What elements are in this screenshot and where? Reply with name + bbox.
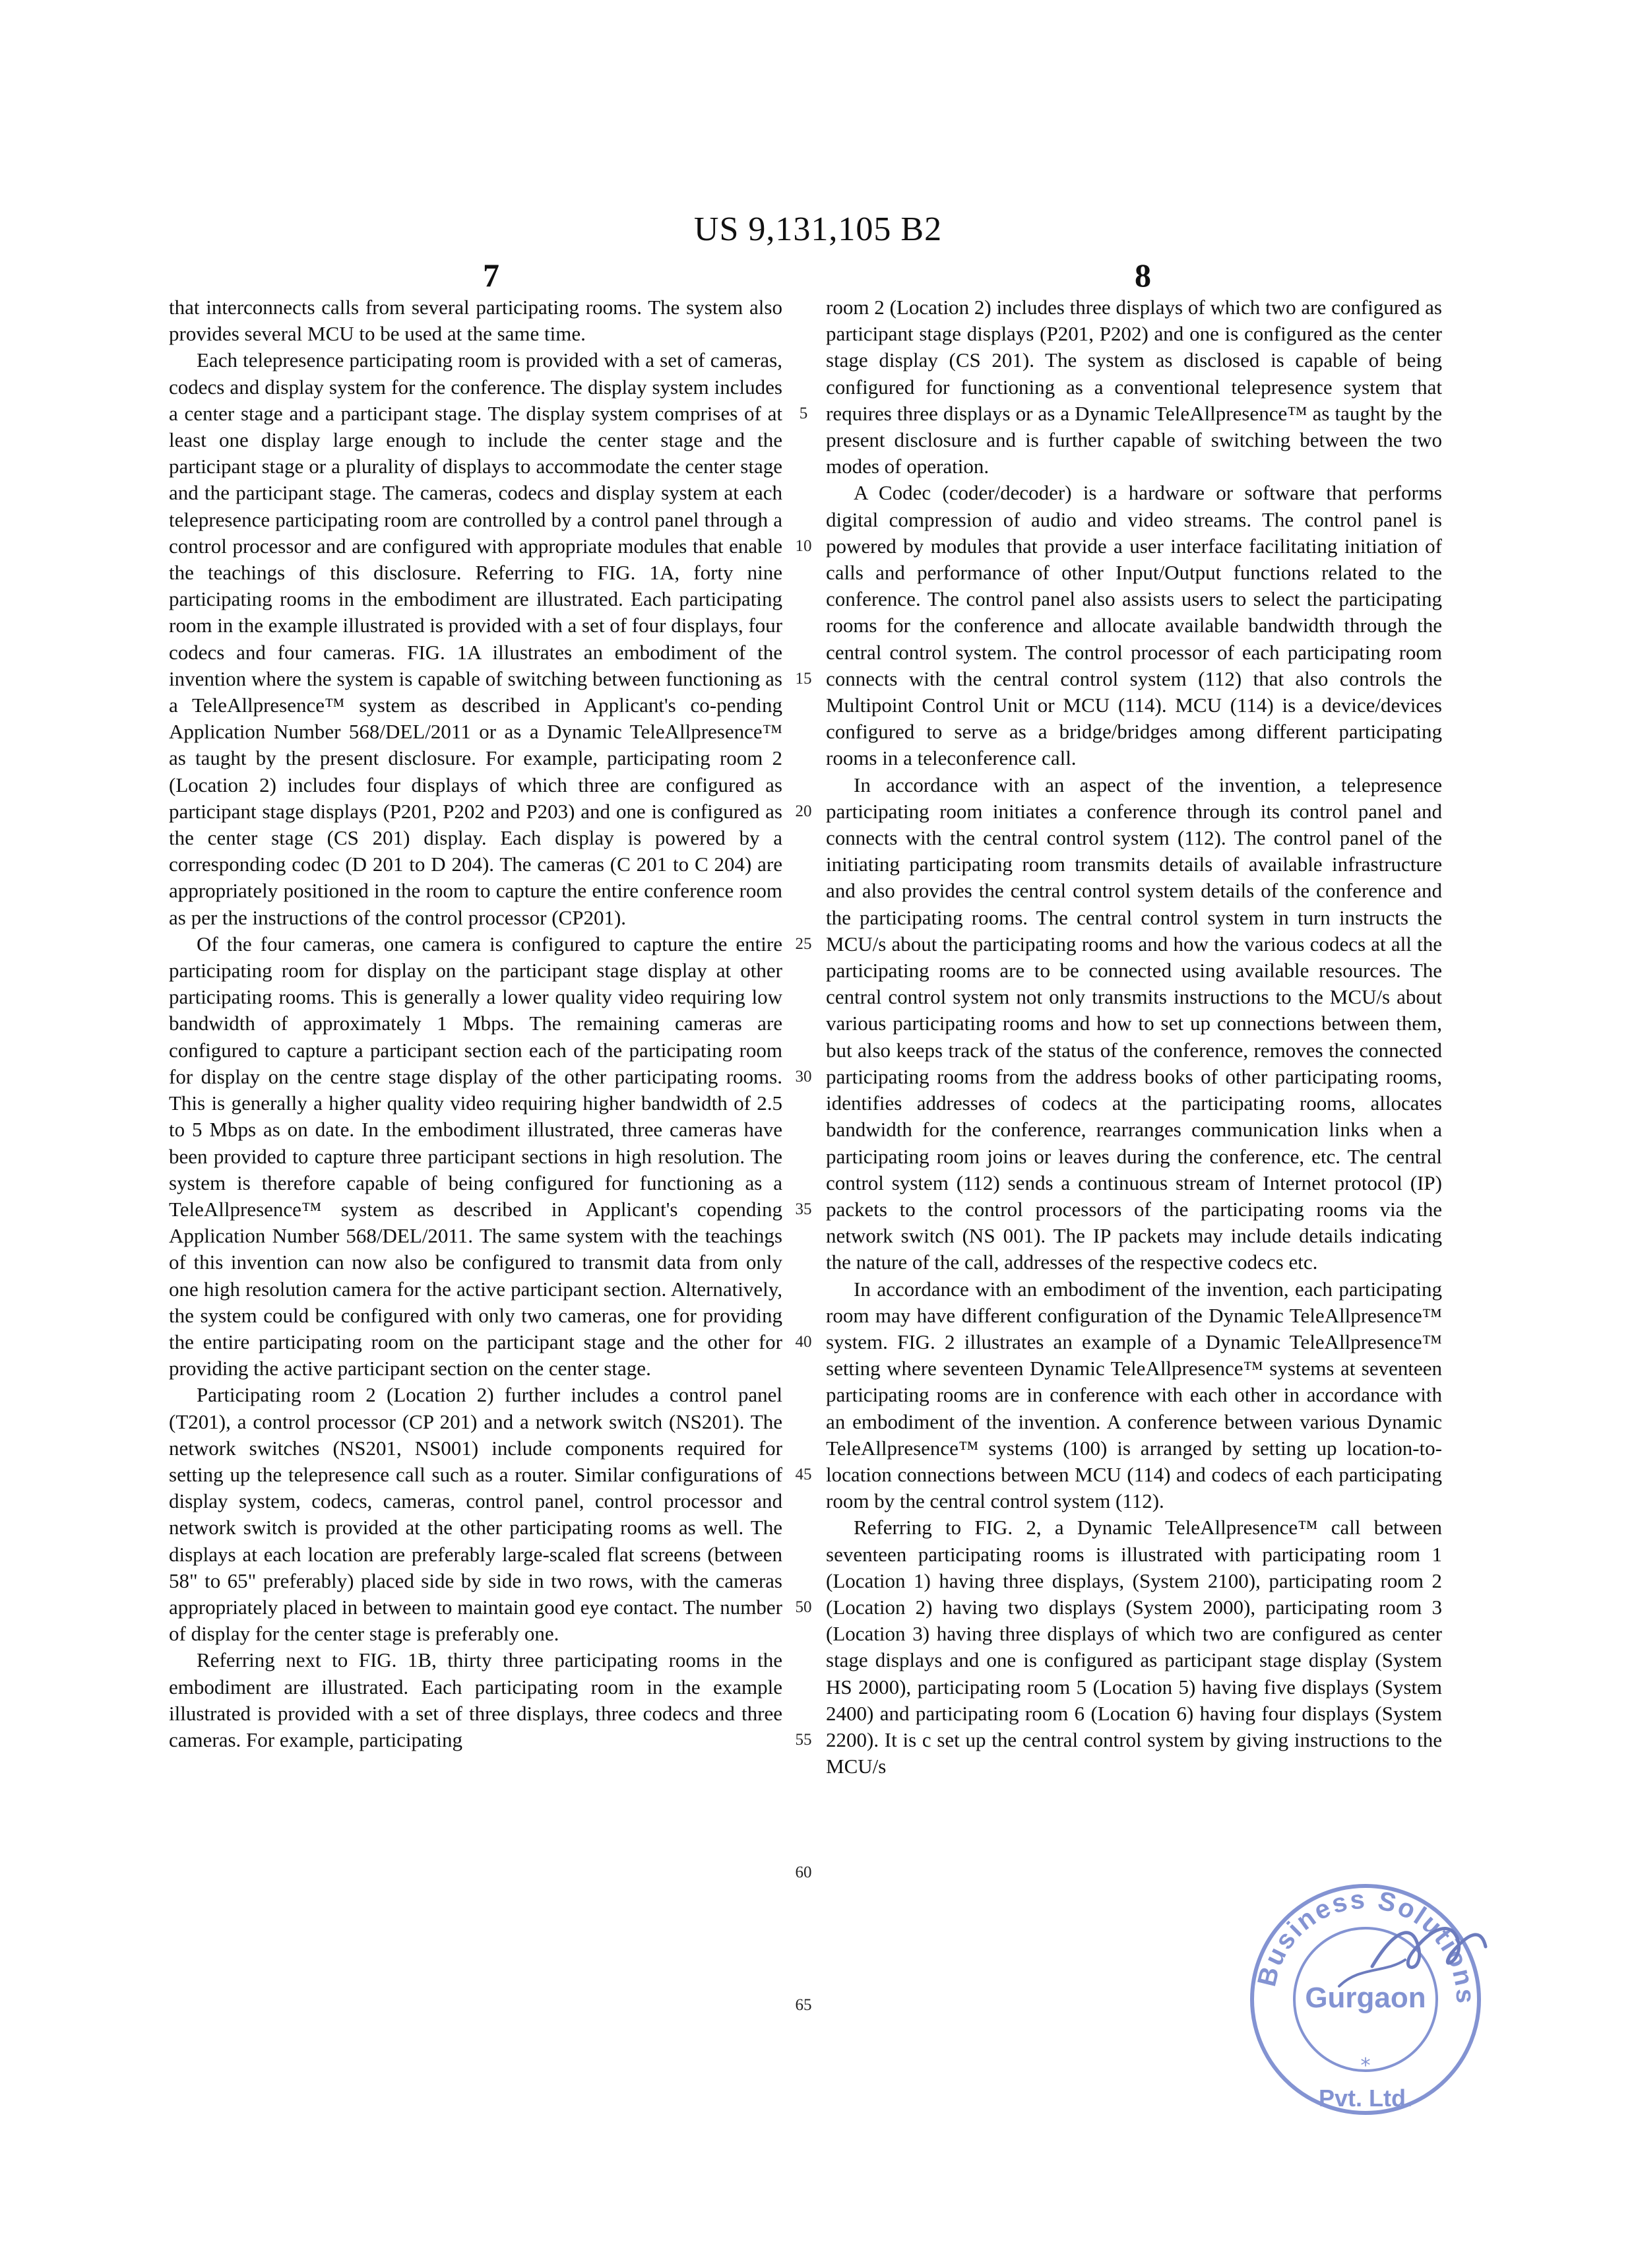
right-column [826, 294, 1442, 1780]
line-number: 10 [795, 536, 812, 555]
page-number-left: 7 [483, 257, 499, 294]
line-number: 20 [795, 802, 812, 820]
line-number: 30 [795, 1067, 812, 1085]
paragraph: In accordance with an embodiment of the invention, each participating room may have different configuration of the Dynamic TeleAllpresence™ system. FIG. 2 illustrates an example of a Dynamic TeleAllpresence™ setting where seventeen Dynamic TeleAllpresence™ systems at seventeen participating rooms are in conference with each other in accordance with an embodiment of the invention. A conference between various Dynamic TeleAllpresence™ systems (100) is arranged by setting up location-to-location connections between MCU (114) and codecs of each participating room by the central control system (112). [826, 1277, 1442, 1513]
line-number: 60 [795, 1863, 812, 1881]
paragraph: A Codec (coder/decoder) is a hardware or software that performs digital compression of audio and video streams. The control panel is powered by modules that provide a user interface facilitating initiation of calls and performance of other Input/Output functions related to the conference. The control panel also assists users to select the participating rooms for the conference and allocate available bandwidth through the central control system. The control processor of each participating room connects with the central control system (112) that also controls the Multipoint Control Unit or MCU (114). MCU (114) is a device/devices configured to serve as a bridge/bridges among different participating rooms in a teleconference call. [826, 481, 1442, 770]
paragraph: Referring to FIG. 2, a Dynamic TeleAllpresence™ call between seventeen participating rooms is illustrated with participating room 1 (Location 1) having three displays, (System 2100), participating room 2 (Location 2) having two displays (System 2000), participating room 3 (Location 3) having three displays of which two are configured as center stage displays and one is configured as participant stage display (System HS 2000), participating room 5 (Location 5) having five displays (System 2400) and participating room 6 (Location 6) having four displays (System 2200). It is c set up the central control system by giving instructions to the MCU/s [826, 1516, 1442, 1778]
line-number: 45 [795, 1465, 812, 1483]
paragraph: In accordance with an aspect of the invention, a telepresence participating room initiates a conference through its control panel and connects with the central control system (112). The control panel of the initiating participating room transmits details of available infrastructure and also provides the central control system details of the conference and the participating rooms. The central control system in turn instructs the MCU/s about the participating rooms and how the various codecs at all the participating rooms are to be connected using available resources. The central control system not only transmits instructions to the MCU/s about various participating rooms and how to set up connections between them, but also keeps track of the status of the conference, removes the connected participating rooms from the address books of other participating rooms, identifies addresses of codecs at the participating rooms, allocates bandwidth for the conference, rearranges communication links when a participating room joins or leaves during the conference, etc. The central control system (112) sends a continuous stream of Internet protocol (IP) packets to the control processors of the participating rooms via the network switch (NS 001). The IP packets may include details indicating the nature of the call, addresses of the respective codecs etc. [826, 773, 1442, 1274]
line-number: 5 [799, 404, 808, 422]
paragraph: Each telepresence participating room is provided with a set of cameras, codecs and display system for the conference. The display system includes a center stage and a participant stage. The display system comprises of at least one display large enough to include the center stage and the participant stage or a plurality of displays to accommodate the center stage and the participant stage. The cameras, codecs and display system at each telepresence participating room are controlled by a control panel through a control processor and are configured with appropriate modules that enable the teachings of this disclosure. Referring to FIG. 1A, forty nine participating rooms in the embodiment are illustrated. Each participating room in the example illustrated is provided with a set of four displays, four codecs and four cameras. FIG. 1A illustrates an embodiment of the invention where the system is capable of switching between functioning as a TeleAllpresence™ system as described in Applicant's co-pending Application Number 568/DEL/2011 or as a Dynamic TeleAllpresence™ as taught by the present disclosure. For example, participating room 2 (Location 2) includes four displays of which three are configured as participant stage displays (P201, P202 and P203) and one is configured as the center stage (CS 201) display. Each display is powered by a corresponding codec (D 201 to D 204). The cameras (C 201 to C 204) are appropriately positioned in the room to capture the entire conference room as per the instructions of the control processor (CP201). [169, 348, 782, 929]
company-seal-stamp [1240, 1874, 1491, 2125]
paragraph: Referring next to FIG. 1B, thirty three participating rooms in the embodiment are illustrated. Each participating room in the example illustrated is provided with a set of three displays, three codecs and three cameras. For example, participating [169, 1648, 782, 1751]
paragraph: Participating room 2 (Location 2) further includes a control panel (T201), a control processor (CP 201) and a network switch (NS201). The network switches (NS201, NS001) include components required for setting up the telepresence call such as a router. Similar configurations of display system, codecs, cameras, control panel, control processor and network switch is provided at the other participating rooms as well. The displays at each location are preferably large-scaled flat screens (between 58" to 65" preferably) placed side by side in two rows, with the cameras appropriately placed in between to maintain good eye contact. The number of display for the center stage is preferably one. [169, 1383, 782, 1646]
line-number: 65 [795, 1995, 812, 2014]
svg-text:*: * [1360, 2054, 1371, 2077]
line-number: 25 [795, 934, 812, 953]
paragraph: room 2 (Location 2) includes three displays of which two are configured as participant stage displays (P201, P202) and one is configured as the center stage display (CS 201). The system as disclosed is capable of being configured for functioning as a conventional telepresence system that requires three displays or as a Dynamic TeleAllpresence™ as taught by the present disclosure and is further capable of switching between the two modes of operation. [826, 296, 1442, 478]
svg-text:Pvt. Ltd.: Pvt. Ltd. [1319, 2085, 1412, 2112]
svg-text:Gurgaon: Gurgaon [1305, 1982, 1426, 2014]
page-number-right: 8 [1135, 257, 1151, 294]
paragraph: Of the four cameras, one camera is configured to capture the entire participating room for display on the participant stage display at other participating rooms. This is generally a lower quality video requiring low bandwidth of approximately 1 Mbps. The remaining cameras are configured to capture a participant section each of the participating room for display on the centre stage display of the other participating rooms. This is generally a higher quality video requiring higher bandwidth of 2.5 to 5 Mbps as on date. In the embodiment illustrated, three cameras have been provided to capture three participant sections in high resolution. The system is therefore capable of being configured for functioning as a TeleAllpresence™ system as described in Applicant's copending Application Number 568/DEL/2011. The same system with the teachings of this invention can now also be configured to transmit data from only one high resolution camera for the active participant section. Alternatively, the system could be configured with only two cameras, one for providing the entire participating room on the participant stage and the other for providing the active participant section on the center stage. [169, 932, 782, 1380]
line-number: 40 [795, 1332, 812, 1351]
line-number: 55 [795, 1730, 812, 1749]
left-column [169, 294, 782, 1753]
patent-number: US 9,131,105 B2 [693, 211, 943, 248]
paragraph: that interconnects calls from several participating rooms. The system also provides several MCU to be used at the same time. [169, 296, 782, 346]
line-number: 15 [795, 669, 812, 688]
line-number: 35 [795, 1200, 812, 1218]
line-number: 50 [795, 1598, 812, 1616]
svg-text:Business Solutions: Business Solutions [1252, 1885, 1480, 2006]
